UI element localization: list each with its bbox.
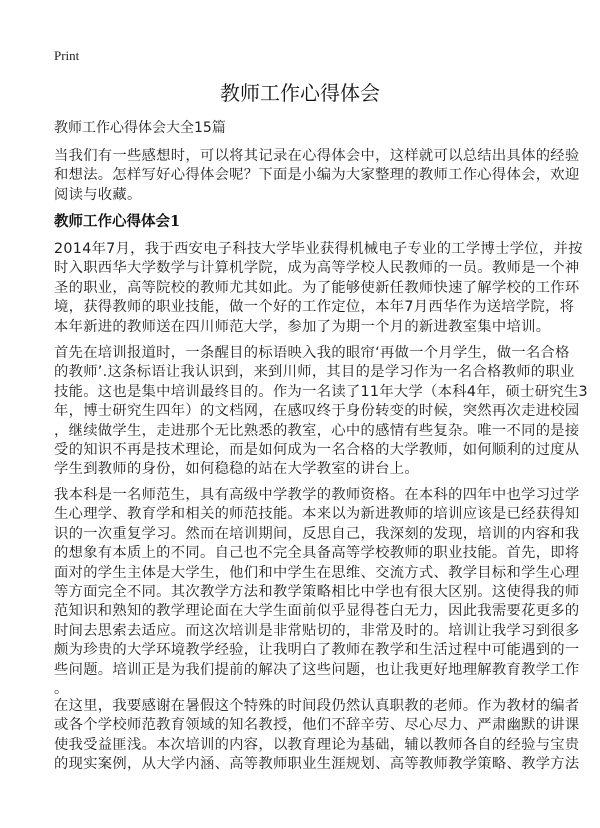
- text-line: 境，获得教师的职业技能，做一个好的工作定位，本年7月西华作为送培学院，将: [54, 299, 575, 316]
- paragraph-2: [54, 344, 588, 480]
- document-title: 教师工作心得体会: [220, 81, 380, 105]
- text-line: 面对的学生主体是大学生，他们和中学生在思维、交流方式、教学目标和学生心理: [54, 564, 580, 581]
- text-line: 阅读与收藏。: [54, 186, 142, 203]
- section-heading: 教师工作心得体会1: [54, 213, 181, 230]
- text-line: 2014年7月，我于西安电子科技大学毕业获得机械电子专业的工学博士学位，并按: [54, 241, 583, 257]
- paragraph-4: [54, 697, 580, 775]
- text-line: 些问题。培训正是为我们提前的解决了这些问题，也让我更好地理解教育教学工作: [54, 661, 580, 678]
- text-line: 和想法。怎样写好心得体会呢？下面是小编为大家整理的教师工作心得体会，欢迎: [54, 167, 580, 184]
- paragraph-3: [54, 486, 580, 699]
- text-line: 当我们有一些感想时，可以将其记录在心得体会中，这样就可以总结出具体的经验: [54, 148, 580, 164]
- text-line: 本年新进的教师送在四川师范大学，参加了为期一个月的新进教室集中培训。: [54, 318, 551, 335]
- text-line: 范知识和熟知的教学理论面在大学生面前似乎显得苍白无力，因此我需要花更多的: [54, 603, 580, 620]
- intro-paragraph: [54, 147, 580, 205]
- text-line: 。: [54, 680, 69, 697]
- text-line: 在这里，我要感谢在暑假这个特殊的时间段仍然认真职教的老师。作为教材的编者: [54, 698, 580, 714]
- text-line: 时入职西华大学数学与计算机学院，成为高等学校人民教师的一员。教师是一个神: [54, 260, 580, 277]
- text-line: 技能。这也是集中培训最终目的。作为一名读了11年大学（本科4年，硕士研究生3: [54, 383, 588, 400]
- print-link[interactable]: Print: [54, 48, 80, 63]
- document-subtitle: 教师工作心得体会大全15篇: [54, 120, 226, 136]
- text-line: 首先在培训报道时，一条醒目的标语映入我的眼帘‘再做一个月学生，做一名合格: [54, 345, 570, 361]
- text-line: 生心理学、教育学和相关的师范技能。本来以为新进教师的培训应该是已经获得知: [54, 506, 580, 523]
- text-line: 我本科是一名师范生，具有高级中学教学的教师资格。在本科的四年中也学习过学: [54, 487, 580, 503]
- text-line: 的教师’.这条标语让我认识到，来到川师，其目的是学习作为一名合格教师的职业: [54, 364, 575, 381]
- text-line: 的现实案例，从大学内涵、高等教师职业生涯规划、高等教师教学策略、教学方法: [54, 756, 580, 773]
- text-line: 学生到教师的身份，如何稳稳的站在大学教室的讲台上。: [54, 461, 419, 478]
- text-line: 的想象有本质上的不同。自己也不完全具备高等学校教师的职业技能。首先，即将: [54, 545, 580, 562]
- text-line: 圣的职业，高等院校的教师尤其如此。为了能够使新任教师快速了解学校的工作环: [54, 279, 580, 296]
- text-line: 识的一次重复学习。然而在培训期间，反思自己，我深刻的发现，培训的内容和我: [54, 525, 580, 542]
- text-line: 年，博士研究生四年）的文档网，在感叹终于身份转变的时候，突然再次走进校园: [54, 403, 580, 420]
- text-line: 颇为珍贵的大学环境教学经验，让我明白了教师在教学和生活过程中可能遇到的一: [54, 642, 580, 659]
- text-line: 使我受益匪浅。本次培训的内容，以教育理论为基础，辅以教师各自的经验与宝贵: [54, 736, 580, 753]
- text-line: 或各个学校师范教育领域的知名教授，他们不辞辛劳、尽心尽力、严肃幽默的讲课: [54, 717, 580, 734]
- text-line: 等方面完全不同。其次教学方法和教学策略相比中学也有很大区别。这使得我的师: [54, 583, 580, 600]
- text-line: ，继续做学生，走进那个无比熟悉的教室，心中的感情有些复杂。唯一不同的是接: [54, 422, 580, 439]
- paragraph-1: [54, 240, 583, 337]
- text-line: 受的知识不再是技术理论，而是如何成为一名合格的大学教师，如何顺利的过度从: [54, 441, 580, 458]
- text-line: 时间去思索去适应。而这次培训是非常贴切的，非常及时的。培训让我学习到很多: [54, 622, 580, 639]
